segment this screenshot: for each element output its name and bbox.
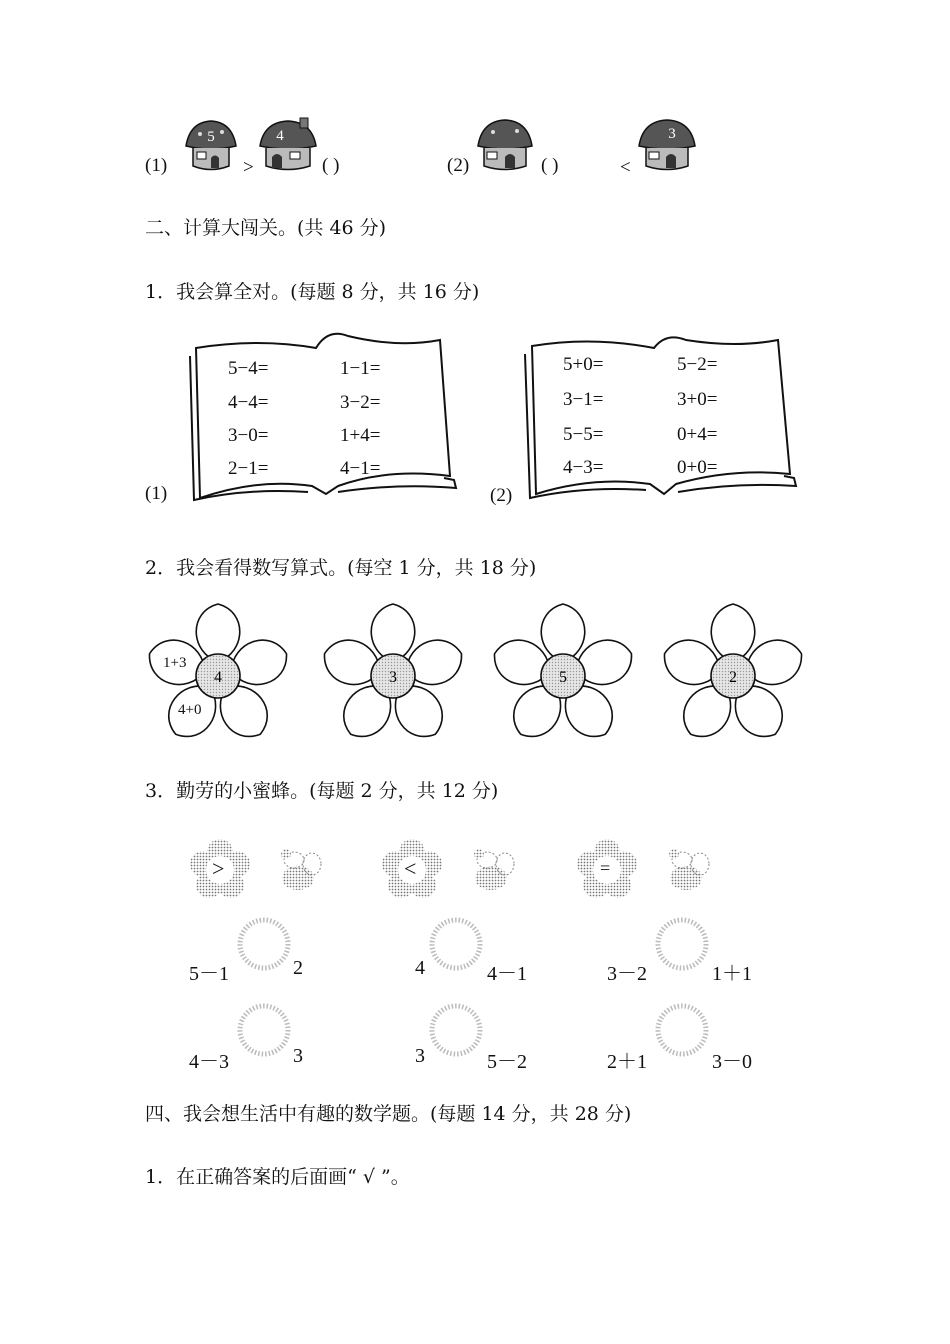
expr-right: 3－0 — [712, 1051, 752, 1073]
flower-3 — [488, 604, 638, 747]
flower-center: 2 — [729, 669, 737, 686]
equation[interactable]: 3−1= — [563, 389, 604, 410]
item-label: (2) — [447, 155, 470, 176]
expr-left: 3－2 — [607, 963, 647, 985]
answer-circle[interactable] — [432, 920, 480, 968]
answer-circle[interactable] — [240, 920, 288, 968]
expr-left: 4 — [415, 957, 425, 979]
expr-right: 5－2 — [487, 1051, 527, 1073]
answer-circles — [0, 900, 950, 1070]
expr-right: 1＋1 — [712, 963, 752, 985]
answer-paren[interactable]: ( ) — [541, 155, 559, 176]
section-heading: 四、我会想生活中有趣的数学题。(每题 14 分，共 28 分) — [145, 1103, 632, 1125]
section-heading: 二、计算大闯关。(共 46 分) — [145, 217, 387, 239]
flower-center: 3 — [389, 669, 397, 686]
equation[interactable]: 3−2= — [340, 392, 381, 413]
bee-icon — [669, 849, 709, 890]
flower-1 — [143, 604, 293, 747]
expr-left: 5－1 — [189, 963, 229, 985]
sign-less: < — [404, 856, 417, 881]
equation[interactable]: 0+0= — [677, 457, 718, 478]
equation[interactable]: 5−2= — [677, 354, 718, 375]
compare-sign: > — [243, 157, 254, 178]
item-label: (1) — [145, 155, 168, 176]
question-heading: 2．我会看得数写算式。(每空 1 分，共 18 分) — [145, 557, 537, 579]
bee-signs-row — [0, 820, 950, 910]
question-heading: 1．在正确答案的后面画“ √ ”。 — [145, 1166, 410, 1188]
svg-text:5: 5 — [207, 129, 215, 145]
expr-left: 3 — [415, 1045, 425, 1067]
question-heading: 1．我会算全对。(每题 8 分，共 16 分) — [145, 281, 480, 303]
question-heading: 3．勤劳的小蜜蜂。(每题 2 分，共 12 分) — [145, 780, 499, 802]
equation[interactable]: 1−1= — [340, 358, 381, 379]
svg-text:3: 3 — [668, 126, 676, 142]
equation[interactable]: 3−0= — [228, 425, 269, 446]
answer-circle[interactable] — [240, 1006, 288, 1054]
bee-icon — [474, 849, 514, 890]
equation[interactable]: 4−3= — [563, 457, 604, 478]
sign-greater: > — [212, 856, 225, 881]
expr-left: 2＋1 — [607, 1051, 647, 1073]
item-label: (2) — [490, 485, 513, 506]
flower-center: 5 — [559, 669, 567, 686]
svg-text:4: 4 — [276, 128, 284, 144]
sign-equal: = — [600, 858, 611, 878]
expr-right: 3 — [293, 1045, 303, 1067]
answer-paren[interactable]: ( ) — [322, 155, 340, 176]
equation[interactable]: 1+4= — [340, 425, 381, 446]
equation[interactable]: 4−4= — [228, 392, 269, 413]
item-label: (1) — [145, 483, 168, 504]
petal-expression[interactable]: 4+0 — [178, 702, 202, 718]
equation[interactable]: 5−5= — [563, 424, 604, 445]
answer-circle[interactable] — [432, 1006, 480, 1054]
expr-left: 4－3 — [189, 1051, 229, 1073]
answer-circle[interactable] — [658, 1006, 706, 1054]
equation[interactable]: 3+0= — [677, 389, 718, 410]
equation[interactable]: 4−1= — [340, 458, 381, 479]
equation[interactable]: 0+4= — [677, 424, 718, 445]
petal-expression[interactable]: 1+3 — [163, 655, 187, 671]
equation[interactable]: 5+0= — [563, 354, 604, 375]
compare-sign: < — [620, 157, 631, 178]
equation[interactable]: 2−1= — [228, 458, 269, 479]
bee-icon — [281, 849, 321, 890]
answer-circle[interactable] — [658, 920, 706, 968]
equation[interactable]: 5−4= — [228, 358, 269, 379]
expr-right: 4－1 — [487, 963, 527, 985]
flower-center: 4 — [214, 669, 222, 686]
flower-4 — [658, 604, 808, 747]
flower-2 — [318, 604, 468, 747]
expr-right: 2 — [293, 957, 303, 979]
